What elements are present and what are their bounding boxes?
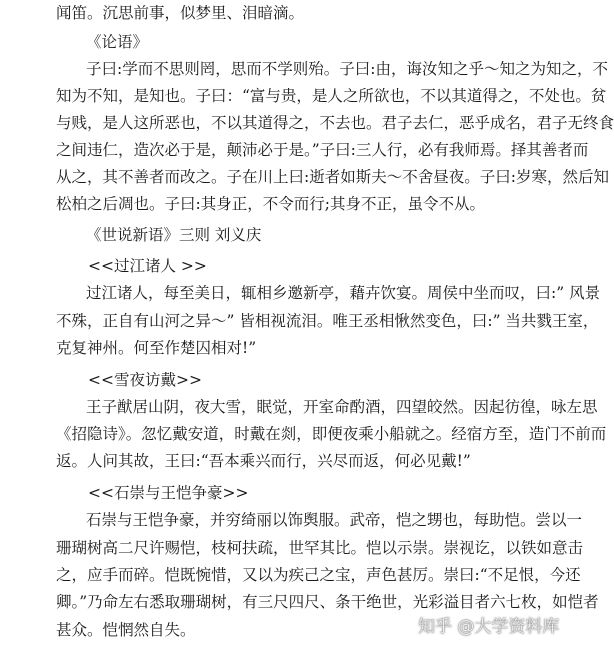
text-line: 克复神州。何至作楚囚相对!” <box>56 339 257 357</box>
text-line: 石崇与王恺争豪，并穷绮丽以饰舆服。武帝，恺之甥也，每助恺。尝以一 <box>86 511 583 529</box>
subsection-heading: <<过江诸人 >> <box>88 257 207 275</box>
text-line: 珊瑚树高二尺许赐恺，枝柯扶疏，世罕其比。恺以示崇。崇视讫，以铁如意击 <box>56 539 584 557</box>
text-line: 与贱，是人这所恶也，不以其道得之，不去也。君子去仁，恶乎成名，君子无终食 <box>56 114 614 132</box>
text-line: 闻笛。沉思前事，似梦里、泪暗滴。 <box>56 4 305 22</box>
text-line: 之，应手而碎。恺既惋惜，又以为疾己之宝，声色甚厉。崇曰:“不足恨，今还 <box>56 566 581 584</box>
text-line: 子曰:学而不思则罔，思而不学则殆。子曰:由，诲汝知之乎～知之为知之，不 <box>86 60 608 78</box>
section-heading-shishuo: 《世说新语》三则 刘义庆 <box>86 226 262 244</box>
text-line: 之间违仁，造次必于是，颠沛必于是。”子曰:三人行，必有我师焉。择其善者而 <box>56 141 589 159</box>
text-line: 《招隐诗》。忽忆戴安道，时戴在剡，即便夜乘小船就之。经宿方至，造门不前而 <box>56 425 607 443</box>
text-line: 松柏之后凋也。子曰:其身正，不令而行;其身不正，虽令不从。 <box>56 195 485 213</box>
text-line: 返。人问其故，王曰:“吾本乘兴而行，兴尽而返，何必见戴!” <box>56 452 471 470</box>
text-line: 甚众。恺惘然自失。 <box>56 621 196 639</box>
text-line: 过江诸人，每至美日，辄相乡邀新亭，藉卉饮宴。周侯中坐而叹，曰:” 风景 <box>86 284 601 302</box>
text-line: 不殊，正自有山河之异～” 皆相视流泪。唯王丞相愀然变色，曰:” 当共戮王室， <box>56 312 599 330</box>
text-line: 知为不知，是知也。子曰：“富与贵，是人之所欲也，不以其道得之，不处也。贫 <box>56 87 607 105</box>
subsection-heading: <<雪夜访戴>> <box>88 371 202 389</box>
watermark-text: 知乎 @大学资料库 <box>418 617 560 637</box>
text-line: 卿。”乃命左右悉取珊瑚树，有三尺四尺、条干绝世，光彩溢目者六七枚，如恺者 <box>56 593 599 611</box>
section-heading-lunyu: 《论语》 <box>86 33 149 51</box>
subsection-heading: <<石崇与王恺争豪>> <box>88 484 249 502</box>
text-line: 从之，其不善者而改之。子在川上曰:逝者如斯夫～不舍昼夜。子曰:岁寒，然后知 <box>56 168 609 186</box>
text-line: 王子猷居山阴，夜大雪，眠觉，开室命酌酒，四望皎然。因起彷徨，咏左思 <box>86 398 598 416</box>
